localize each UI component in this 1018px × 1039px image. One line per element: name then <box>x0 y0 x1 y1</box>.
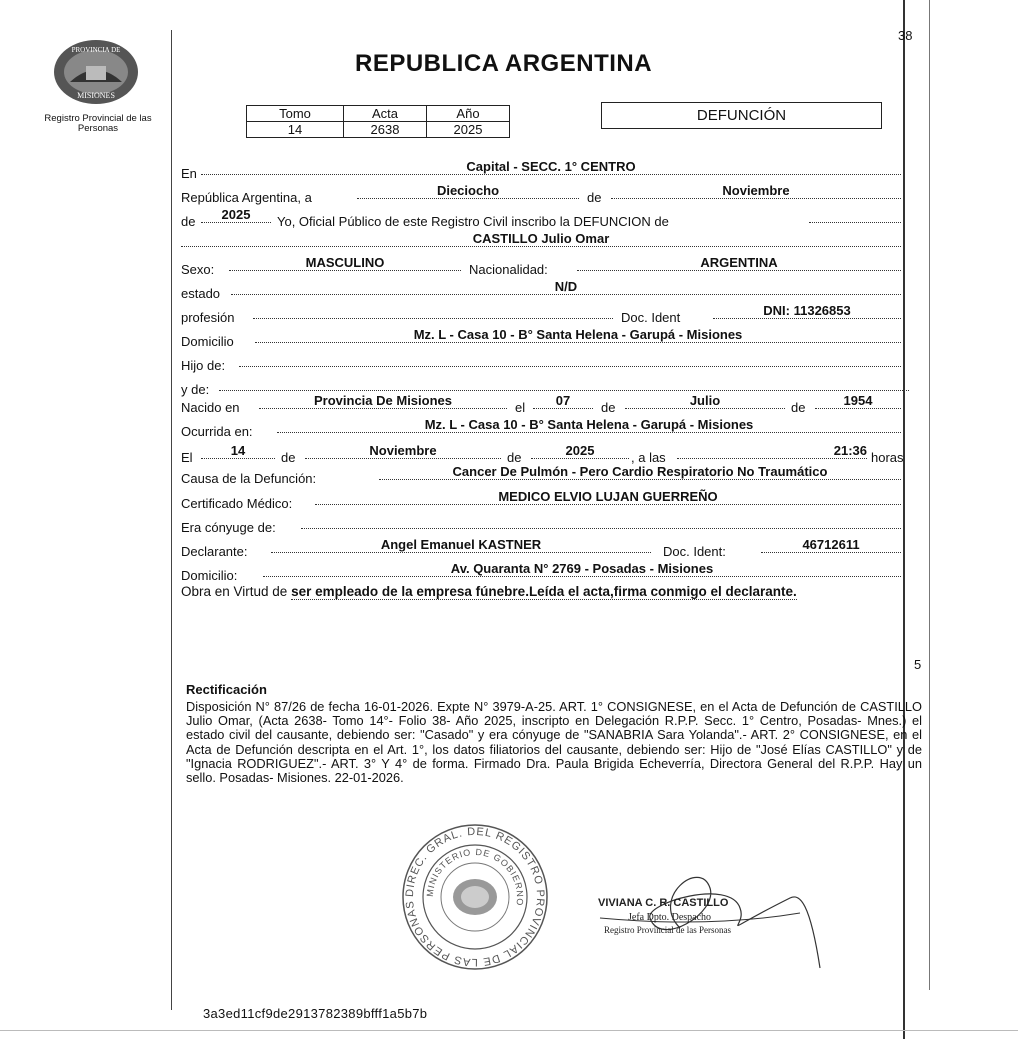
anio-value: 2025 <box>427 122 510 138</box>
row-declarante <box>181 538 901 558</box>
registry-label: Registro Provincial de las Personas <box>44 113 152 134</box>
label-de-5: de <box>281 450 296 465</box>
label-de-4: de <box>791 400 806 415</box>
row-ocurrida <box>181 418 901 438</box>
value-declarante-domicilio: Av. Quaranta N° 2769 - Posadas - Misiones <box>450 561 714 576</box>
label-y-de: y de: <box>181 382 210 397</box>
row-domicilio <box>181 328 901 348</box>
row-certificado <box>181 490 901 510</box>
svg-text:VIVIANA C. R. CASTILLO: VIVIANA C. R. CASTILLO <box>598 897 729 909</box>
right-margin-line <box>903 0 905 1039</box>
value-nac-anio: 1954 <box>843 393 873 408</box>
value-obra: ser empleado de la empresa fúnebre.Leída el acta,firma conmigo el declarante. <box>291 584 797 599</box>
official-seal <box>400 822 550 972</box>
label-doc-ident-2: Doc. Ident: <box>663 544 726 559</box>
document-type-box: DEFUNCIÓN <box>601 102 882 129</box>
value-estado: N/D <box>554 279 578 294</box>
value-declarante: Angel Emanuel KASTNER <box>380 537 542 552</box>
label-el: el <box>515 400 526 415</box>
label-nacionalidad: Nacionalidad: <box>469 262 548 277</box>
value-def-dia: 14 <box>230 443 246 458</box>
value-nac-dia: 07 <box>555 393 571 408</box>
acta-label: Acta <box>344 106 427 122</box>
rectificacion-body: Disposición N° 87/26 de fecha 16-01-2026. Expte N° 3979-A-25. ART. 1° CONSIGNESE, en el Acta de Defunción de CASTILLO Julio Omar, (Acta 2638- Tomo 14°- Folio 38- Año 2025, inscripto en Delegación R.P.P. Secc. 1° Centro, Posadas- Mnes.) el estado civil del causante, debiendo ser: "Casado" y era cónyuge de "SANABRIA Sara Yolanda".- ART. 2° CONSIGNESE, en el Acta de Defunción descripta en el Art. 1°, los datos filiatorios del causante, debiendo ser: Hijo de "José Elías CASTILLO" y de "Ignacia RODRIGUEZ".- ART. 3° Y 4° de forma. Firmado Dra. Paula Brigida Echeverría, Directora General del R.P.P. Hay un sello. Posadas- Misiones. 22-01-2026. <box>186 699 922 786</box>
tomo-value: 14 <box>247 122 344 138</box>
row-profesion <box>181 304 901 324</box>
label-obra: Obra en Virtud de <box>181 584 288 599</box>
provincial-emblem <box>50 38 142 106</box>
row-nacimiento <box>181 394 901 414</box>
row-lugar <box>181 160 901 180</box>
label-de-1: de <box>587 190 602 205</box>
tomo-label: Tomo <box>247 106 344 122</box>
value-sexo: MASCULINO <box>305 255 385 270</box>
label-doc-ident: Doc. Ident <box>621 310 681 325</box>
label-nacido-en: Nacido en <box>181 400 240 415</box>
label-declarante: Declarante: <box>181 544 248 559</box>
value-nacionalidad: ARGENTINA <box>700 255 778 270</box>
row-conyuge <box>181 514 901 534</box>
value-nac-mes: Julio <box>689 393 721 408</box>
label-hijo-de: Hijo de: <box>181 358 226 373</box>
left-margin-line <box>171 30 172 1010</box>
row-fecha-inscripcion <box>181 184 901 204</box>
record-table <box>246 105 510 138</box>
bottom-edge-line <box>0 1030 1018 1031</box>
svg-text:PROVINCIA DE: PROVINCIA DE <box>71 46 121 54</box>
value-mes: Noviembre <box>722 183 790 198</box>
row-nombre <box>181 232 901 252</box>
acta-value: 2638 <box>344 122 427 138</box>
side-mark: 5 <box>914 657 922 672</box>
label-a-las: , a las <box>631 450 666 465</box>
svg-text:MISIONES: MISIONES <box>77 91 115 100</box>
label-ocurrida-en: Ocurrida en: <box>181 424 253 439</box>
label-causa: Causa de la Defunción: <box>181 471 317 486</box>
label-sexo: Sexo: <box>181 262 215 277</box>
page-title: REPUBLICA ARGENTINA <box>355 50 653 77</box>
value-declarante-doc: 46712611 <box>802 537 860 552</box>
value-dni: DNI: 11326853 <box>763 303 851 318</box>
label-profesion: profesión <box>181 310 235 325</box>
anio-label: Año <box>427 106 510 122</box>
outer-margin-line <box>929 0 930 990</box>
label-el-cap: El <box>181 450 193 465</box>
folio-number: 38 <box>898 28 913 43</box>
value-def-mes: Noviembre <box>369 443 437 458</box>
value-dia-letras: Dieciocho <box>436 183 500 198</box>
value-domicilio: Mz. L - Casa 10 - B° Santa Helena - Garupá - Misiones <box>413 327 743 342</box>
label-conyuge: Era cónyuge de: <box>181 520 276 535</box>
label-de-6: de <box>507 450 522 465</box>
value-def-anio: 2025 <box>565 443 595 458</box>
value-ocurrida-en: Mz. L - Casa 10 - B° Santa Helena - Garupá - Misiones <box>424 417 754 432</box>
signature-stamp <box>590 858 830 988</box>
document-hash: 3a3ed11cf9de2913782389bfff1a5b7b <box>203 1006 428 1021</box>
value-lugar: Capital - SECC. 1° CENTRO <box>466 159 636 174</box>
label-de-3: de <box>601 400 616 415</box>
label-domicilio: Domicilio <box>181 334 234 349</box>
svg-text:Registro Provincial de las Per: Registro Provincial de las Personas <box>604 925 731 935</box>
row-causa <box>181 465 901 485</box>
label-republica: República Argentina, a <box>181 190 312 205</box>
value-anio-inscripcion: 2025 <box>221 207 251 222</box>
label-domicilio-2: Domicilio: <box>181 568 238 583</box>
svg-text:Jefa Dpto. Despacho: Jefa Dpto. Despacho <box>628 912 712 923</box>
label-en: En <box>181 166 197 181</box>
label-certificado: Certificado Médico: <box>181 496 293 511</box>
svg-text:MINISTERIO DE GOBIERNO: MINISTERIO DE GOBIERNO <box>424 846 526 907</box>
obra-en-virtud <box>181 583 921 600</box>
row-hijo-de <box>181 352 901 372</box>
value-nacido-en: Provincia De Misiones <box>314 393 452 408</box>
value-def-hora: 21:36 <box>833 443 867 458</box>
label-estado: estado <box>181 286 221 301</box>
row-sexo <box>181 256 901 276</box>
row-inscripcion <box>181 208 901 228</box>
row-domicilio-declarante <box>181 562 901 582</box>
svg-text:DIREC. GRAL. DEL REGISTRO PROV: DIREC. GRAL. DEL REGISTRO PROVINCIAL DE LAS PERSONAS <box>403 825 547 969</box>
value-nombre: CASTILLO Julio Omar <box>472 231 610 246</box>
label-de-2: de <box>181 214 196 229</box>
label-yo-oficial: Yo, Oficial Público de este Registro Civil inscribo la DEFUNCION de <box>277 214 669 229</box>
value-certificado: MEDICO ELVIO LUJAN GUERREÑO <box>498 489 718 504</box>
label-horas: horas <box>871 450 904 465</box>
value-causa: Cancer De Pulmón - Pero Cardio Respiratorio No Traumático <box>452 464 828 479</box>
row-fecha-defuncion <box>181 444 909 464</box>
row-estado <box>181 280 901 300</box>
rectificacion-heading: Rectificación <box>186 682 267 697</box>
